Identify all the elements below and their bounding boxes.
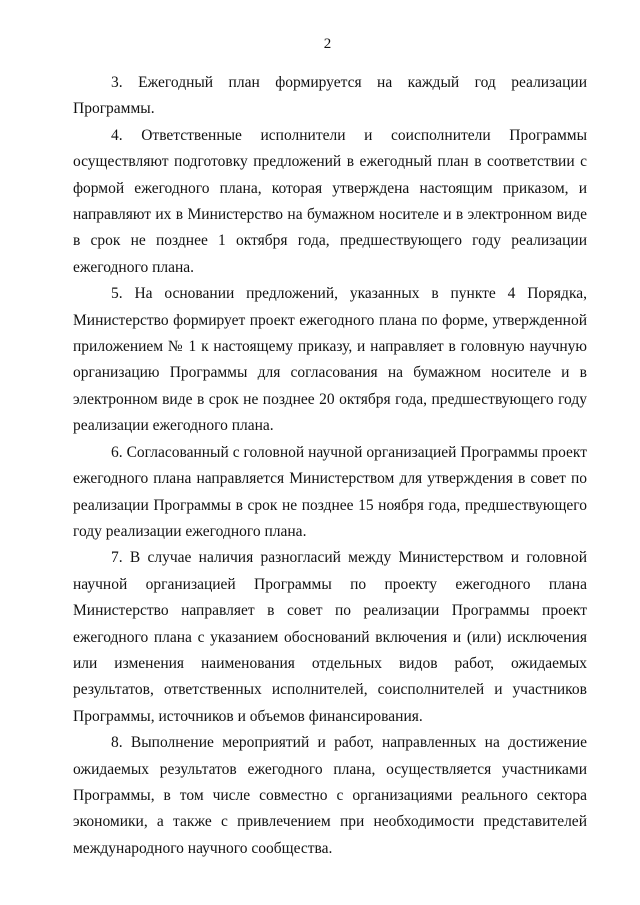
document-body	[73, 70, 587, 862]
paragraph-6: 6. Согласованный с головной научной организацией Программы проект ежегодного плана направляется Министерством для утверждения в совет по реализации Программы в срок не позднее 15 ноября года, предшествующего году реализации ежегодного плана.	[73, 443, 587, 540]
paragraph-4: 4. Ответственные исполнители и соисполнители Программы осуществляют подготовку предложений в ежегодный план в соответствии с формой ежегодного плана, которая утверждена настоящим приказом, и направляют их в Министерство на бумажном носителе и в электронном виде в срок не позднее 1 октября года, предшествующего году реализации ежегодного плана.	[73, 126, 587, 276]
paragraph-7: 7. В случае наличия разногласий между Министерством и головной научной организацией Программы по проекту ежегодного плана Министерство направляет в совет по реализации Программы проект ежегодного плана с указанием обоснований включения и (или) исключения или изменения наименования отдельных видов работ, ожидаемых результатов, ответственных исполнителей, соисполнителей и участников Программы, источников и объемов финансирования.	[73, 549, 587, 725]
page-number: 2	[323, 36, 332, 52]
paragraph-5: 5. На основании предложений, указанных в пункте 4 Порядка, Министерство формирует проект ежегодного плана по форме, утвержденной приложением № 1 к настоящему приказу, и направляет в головную научную организацию Программы для согласования на бумажном носителе и в электронном виде в срок не позднее 20 октября года, предшествующего году реализации ежегодного плана.	[73, 285, 587, 435]
paragraph-3: 3. Ежегодный план формируется на каждый год реализации Программы.	[73, 74, 587, 118]
paragraph-8: 8. Выполнение мероприятий и работ, направленных на достижение ожидаемых результатов ежегодного плана, осуществляется участниками Программы, в том числе совместно с организациями реального сектора экономики, а также с привлечением при необходимости представителей международного научного сообщества.	[73, 734, 587, 857]
